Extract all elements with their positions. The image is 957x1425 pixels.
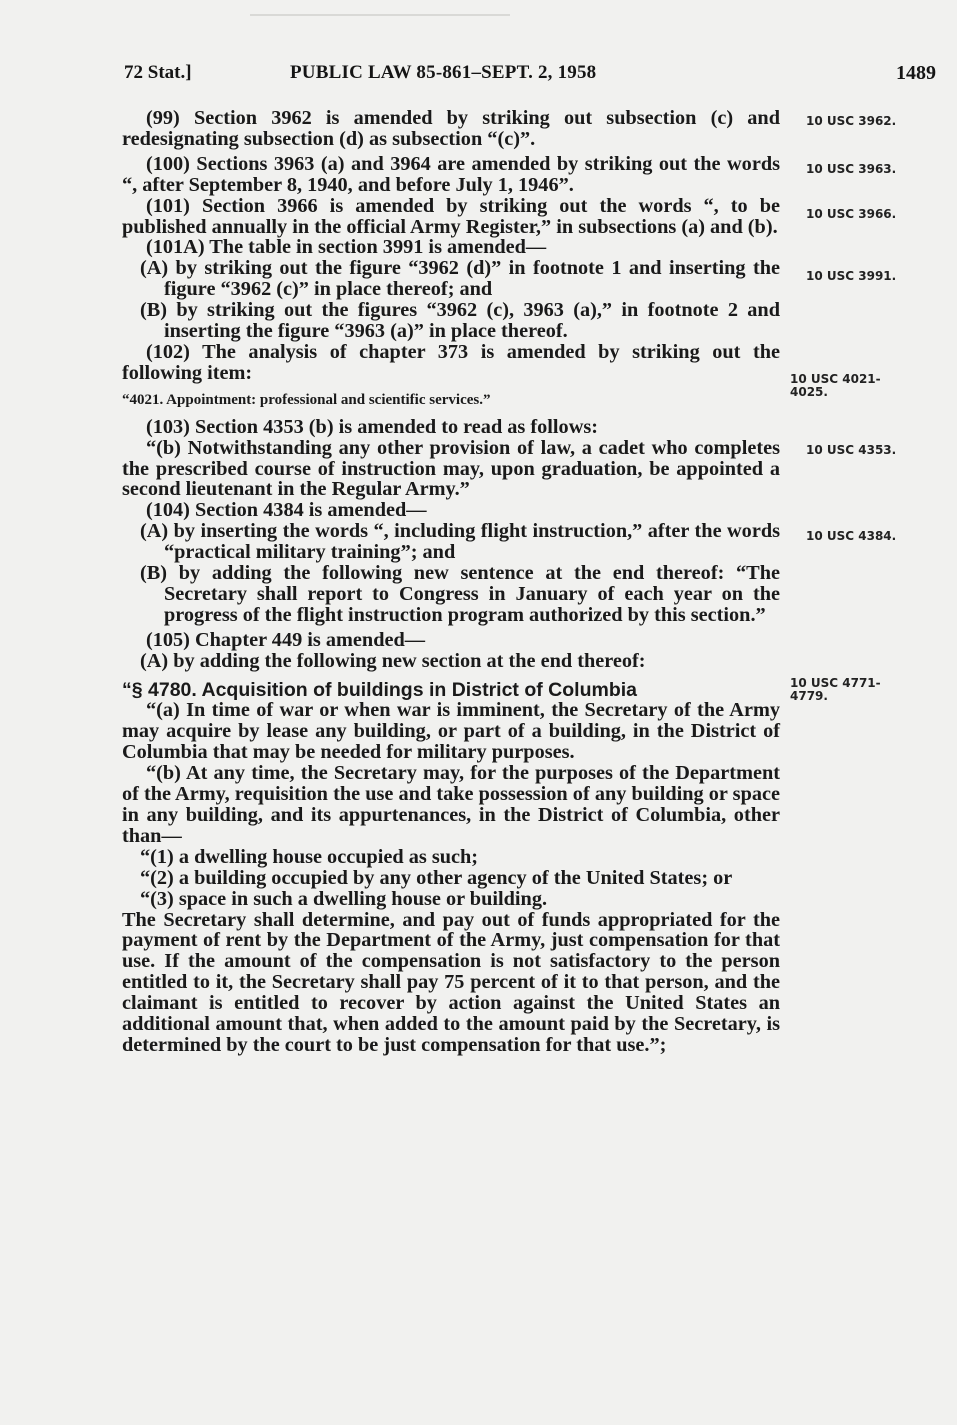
paragraph-100: (100) Sections 3963 (a) and 3964 are amended by striking out the words “, after September 8, 1940, and before July 1, 1946”.	[122, 152, 780, 196]
section-closing: The Secretary shall determine, and pay out of funds appropriated for the payment of rent by the Department of the Army, just compensation for that use. If the amount of the compensation is not satisfactory to the person entitled to it, the Secretary shall pay 75 percent of it to that person, and the claimant is entitled to recover by action against the United States an additional amount that, when added to the amount paid by the Secretary, is determined by the court to be just compensation for that use.”;	[122, 908, 780, 1056]
struck-item: “4021. Appointment: professional and scientific services.”	[122, 391, 491, 408]
paragraph-105-a: (A) by adding the following new section at the end thereof:	[140, 649, 646, 672]
section-subsection-a: “(a) In time of war or when war is imminent, the Secretary of the Army may acquire by lease any building, or part of a building, in the District of Columbia that may be needed for military purposes.	[122, 699, 780, 764]
section-clause-2: “(2) a building occupied by any other agency of the United States; or	[140, 866, 733, 889]
margin-citation-4771: 10 USC 4771-4779.	[790, 676, 881, 703]
section-clause-1: “(1) a dwelling house occupied as such;	[140, 845, 479, 868]
paragraph-101: (101) Section 3966 is amended by striking out the words “, to be published annually in the official Army Register,” in subsections (a) and (b).	[122, 194, 780, 238]
paragraph-104-b: (B) by adding the following new sentence at the end thereof: “The Secretary shall report to Congress in January of each year on the progress of the flight instruction program authorized by this section.”	[140, 562, 780, 626]
margin-citation-3963: 10 USC 3963.	[806, 162, 897, 176]
paragraph-105: (105) Chapter 449 is amended—	[146, 628, 426, 651]
section-subsection-b: “(b) At any time, the Secretary may, for the purposes of the Department of the Army, requisition the use and take possession of any building or space in any building, and its appurtenances, in the District of Columbia, other than—	[122, 762, 780, 847]
paragraph-99: (99) Section 3962 is amended by striking out subsection (c) and redesignating subsection (d) as subsection “(c)”.	[122, 107, 780, 150]
paragraph-101a-b: (B) by striking out the figures “3962 (c), 3963 (a),” in footnote 2 and inserting the figure “3963 (a)” in place thereof.	[140, 299, 780, 343]
paragraph-103: (103) Section 4353 (b) is amended to read as follows:	[146, 415, 598, 438]
paragraph-103-b: “(b) Notwithstanding any other provision of law, a cadet who completes the prescribed course of instruction may, upon graduation, be appointed a second lieutenant in the Regular Army.”	[122, 436, 780, 501]
public-law-title: PUBLIC LAW 85-861–SEPT. 2, 1958	[290, 62, 597, 83]
running-header	[124, 62, 936, 92]
section-heading: “§ 4780. Acquisition of buildings in District of Columbia	[122, 678, 637, 701]
page-number: 1489	[896, 62, 936, 84]
margin-citation-3962: 10 USC 3962.	[806, 114, 897, 128]
margin-citation-4353: 10 USC 4353.	[806, 443, 897, 457]
margin-citation-4021: 10 USC 4021-4025.	[790, 372, 881, 399]
section-clause-3: “(3) space in such a dwelling house or building.	[140, 887, 548, 910]
scan-artifact-line	[250, 14, 510, 16]
margin-citation-3991: 10 USC 3991.	[806, 269, 897, 283]
document-body	[122, 108, 780, 1056]
paragraph-101a-a: (A) by striking out the figure “3962 (d)” in footnote 1 and inserting the figure “3962 (c)” in place thereof; and	[140, 257, 780, 301]
paragraph-101a: (101A) The table in section 3991 is amended—	[146, 236, 547, 259]
paragraph-104-a: (A) by inserting the words “, including flight instruction,” after the words “practical military training”; and	[140, 520, 780, 564]
paragraph-104: (104) Section 4384 is amended—	[146, 499, 427, 522]
statute-volume: 72 Stat.]	[124, 62, 192, 83]
paragraph-102: (102) The analysis of chapter 373 is amended by striking out the following item:	[122, 340, 780, 384]
margin-citation-3966: 10 USC 3966.	[806, 207, 897, 221]
margin-citation-4384: 10 USC 4384.	[806, 529, 897, 543]
